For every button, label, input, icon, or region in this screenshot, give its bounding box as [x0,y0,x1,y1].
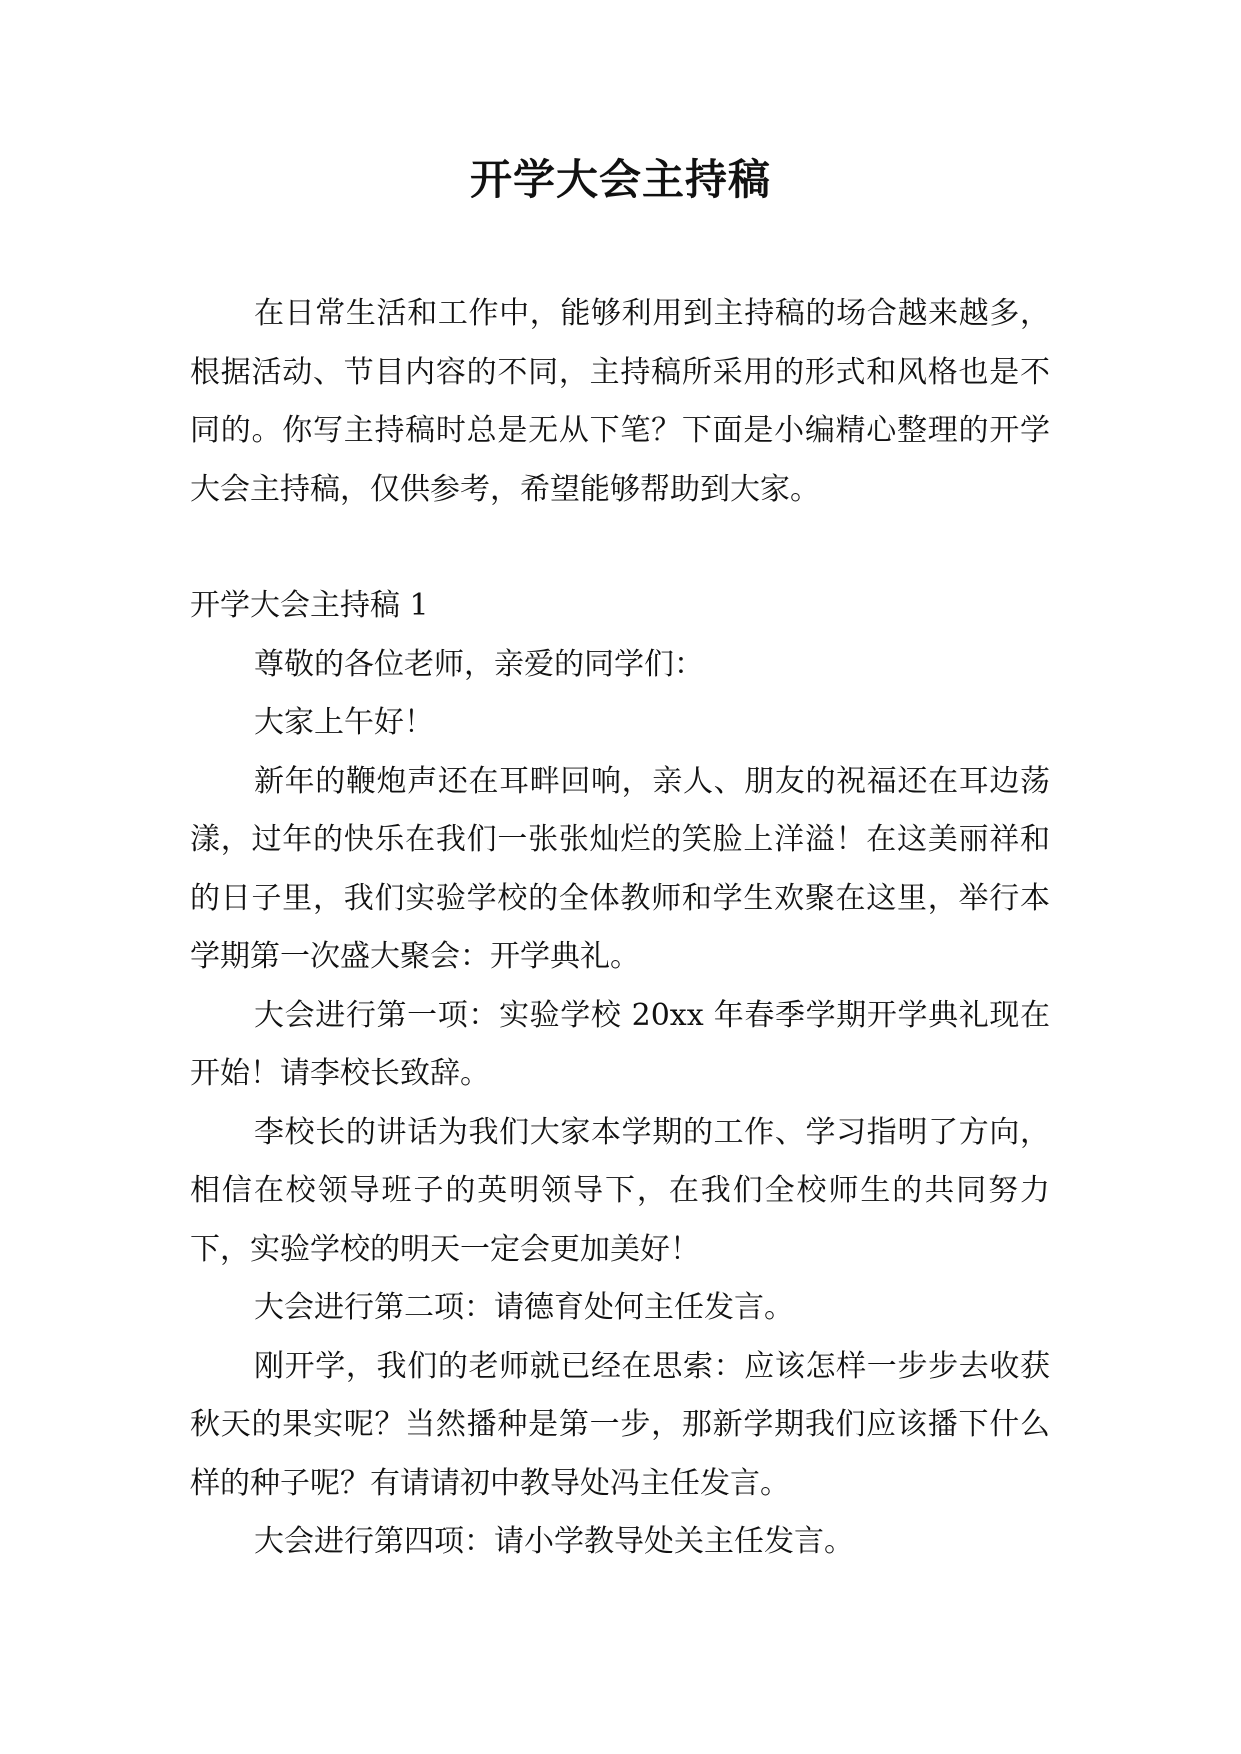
body-paragraph: 大会进行第一项：实验学校 20xx 年春季学期开学典礼现在开始！请李校长致辞。 [190,997,1050,1091]
intro-paragraph: 在日常生活和工作中，能够利用到主持稿的场合越来越多，根据活动、节目内容的不同，主持稿所采用的形式和风格也是不同的。你写主持稿时总是无从下笔？下面是小编精心整理的开学大会主持稿，仅供参考，希望能够帮助到大家。 [190,296,1050,507]
section-heading: 开学大会主持稿 1 [190,588,429,623]
body-paragraph: 李校长的讲话为我们大家本学期的工作、学习指明了方向，相信在校领导班子的英明领导下，在我们全校师生的共同努力下，实验学校的明天一定会更加美好！ [190,1114,1050,1267]
body-paragraph: 刚开学，我们的老师就已经在思索：应该怎样一步步去收获秋天的果实呢？当然播种是第一步，那新学期我们应该播下什么样的种子呢？有请请初中教导处冯主任发言。 [190,1348,1050,1501]
greeting-paragraph: 大家上午好！ [254,705,434,740]
salutation-paragraph: 尊敬的各位老师，亲爱的同学们： [254,646,704,682]
body-paragraph: 新年的鞭炮声还在耳畔回响，亲人、朋友的祝福还在耳边荡漾，过年的快乐在我们一张张灿烂的笑脸上洋溢！在这美丽祥和的日子里，我们实验学校的全体教师和学生欢聚在这里，举行本学期第一次盛大聚会：开学典礼。 [190,763,1050,974]
document-title: 开学大会主持稿 [469,155,771,204]
document-body [190,285,1050,1572]
body-paragraph: 大会进行第四项：请小学教导处关主任发言。 [254,1524,854,1559]
body-paragraph: 大会进行第二项：请德育处何主任发言。 [254,1290,794,1325]
